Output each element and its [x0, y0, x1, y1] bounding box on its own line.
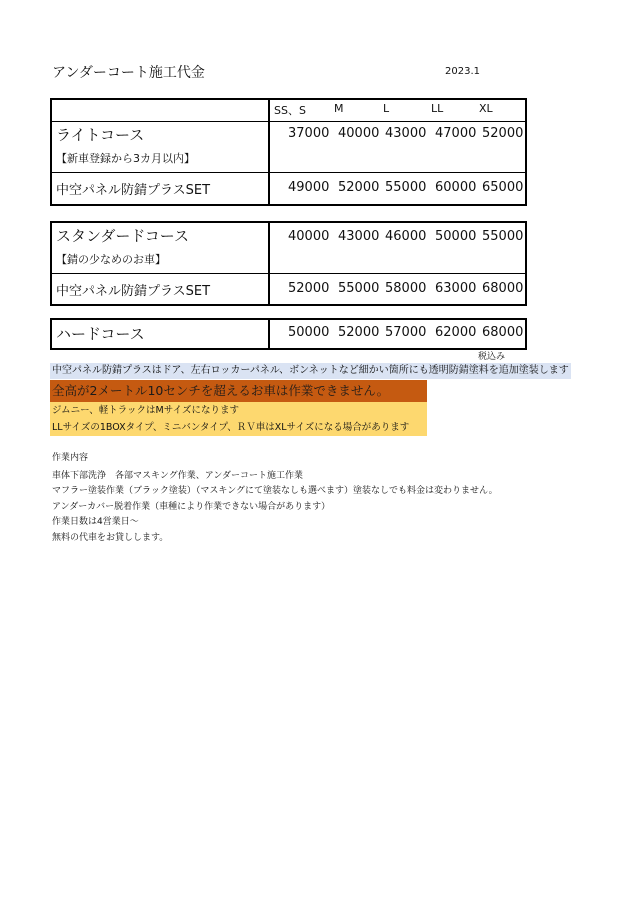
- header-blank-cell: [52, 100, 270, 121]
- light-course-sub: 【新車登録から3カ月以内】: [56, 152, 195, 165]
- size-header-cells: [270, 100, 525, 121]
- hard-price-ss: 50000: [288, 325, 330, 340]
- hard-course-row: [52, 320, 525, 348]
- standard-set-price-m: 55000: [338, 281, 380, 296]
- size-header-xl: XL: [479, 102, 493, 115]
- hard-course-label-cell: [52, 320, 270, 348]
- hard-price-ll: 62000: [435, 325, 477, 340]
- standard-price-m: 43000: [338, 229, 380, 244]
- price-table-hard: [50, 318, 527, 350]
- size-header-row: [52, 100, 525, 122]
- light-set-price-ll: 60000: [435, 180, 477, 195]
- light-price-m: 40000: [338, 126, 380, 141]
- standard-course-sub: 【錆の少なめのお車】: [56, 253, 166, 266]
- size-header-ll: LL: [431, 102, 444, 115]
- page-title: アンダーコート施工代金: [52, 65, 205, 81]
- standard-set-prices: [270, 274, 525, 304]
- hard-price-m: 52000: [338, 325, 380, 340]
- price-table-light: [50, 98, 527, 206]
- light-price-ss: 37000: [288, 126, 330, 141]
- size-note-jimny: ジムニー、軽トラックはMサイズになります: [52, 405, 239, 416]
- light-set-label-cell: [52, 173, 270, 204]
- work-line-3: アンダーカバー脱着作業（車種により作業できない場合があります）: [52, 501, 331, 512]
- light-price-xl: 52000: [482, 126, 524, 141]
- standard-course-name: スタンダードコース: [56, 227, 190, 245]
- standard-set-label-cell: [52, 274, 270, 304]
- light-price-l: 43000: [385, 126, 427, 141]
- standard-price-ss: 40000: [288, 229, 330, 244]
- hard-price-l: 57000: [385, 325, 427, 340]
- standard-set-price-l: 58000: [385, 281, 427, 296]
- light-course-prices: [270, 122, 525, 172]
- light-set-prices: [270, 173, 525, 204]
- size-note-ll: LLサイズの1BOXタイプ、ミニバンタイプ、ＲＶ車はXLサイズになる場合があります: [52, 422, 410, 433]
- standard-course-row: [52, 223, 525, 274]
- work-heading: 作業内容: [52, 453, 89, 463]
- light-set-price-l: 55000: [385, 180, 427, 195]
- price-table-standard: [50, 221, 527, 306]
- size-notes: [50, 402, 427, 436]
- light-set-price-xl: 65000: [482, 180, 524, 195]
- work-details: [52, 451, 498, 546]
- panel-rust-note: 中空パネル防錆プラスはドア、左右ロッカーパネル、ボンネットなど細かい箇所にも透明防錆塗料を追加塗装します: [50, 363, 571, 379]
- work-line-1: 車体下部洗浄 各部マスキング作業、アンダーコート施工作業: [52, 470, 304, 481]
- standard-set-row: [52, 274, 525, 304]
- light-set-price-ss: 49000: [288, 180, 330, 195]
- light-course-row: [52, 122, 525, 173]
- hard-course-name: ハードコース: [56, 325, 145, 343]
- light-course-name: ライトコース: [56, 126, 145, 144]
- standard-price-l: 46000: [385, 229, 427, 244]
- standard-set-price-ss: 52000: [288, 281, 330, 296]
- standard-price-xl: 55000: [482, 229, 524, 244]
- size-header-ss: SS、S: [274, 104, 306, 117]
- work-line-2: マフラー塗装作業（ブラック塗装）（マスキングにて塗装なしも選べます）塗装なしでも料金は変わりません。: [52, 486, 498, 496]
- work-line-4: 作業日数は4営業日～: [52, 517, 139, 527]
- hard-course-prices: [270, 320, 525, 348]
- standard-course-prices: [270, 223, 525, 273]
- standard-set-price-xl: 68000: [482, 281, 524, 296]
- standard-price-ll: 50000: [435, 229, 477, 244]
- light-course-label-cell: [52, 122, 270, 172]
- light-set-label: 中空パネル防錆プラスSET: [56, 183, 211, 198]
- size-header-m: M: [334, 102, 344, 115]
- light-price-ll: 47000: [435, 126, 477, 141]
- standard-course-label-cell: [52, 223, 270, 273]
- work-line-5: 無料の代車をお貸しします。: [52, 532, 169, 543]
- hard-price-xl: 68000: [482, 325, 524, 340]
- light-set-row: [52, 173, 525, 204]
- size-header-l: L: [383, 102, 390, 115]
- document-date: 2023.1: [445, 66, 480, 77]
- standard-set-price-ll: 63000: [435, 281, 477, 296]
- tax-included-note: 税込み: [478, 352, 506, 362]
- height-limit-note: 全高が2メートル10センチを超えるお車は作業できません。: [50, 380, 427, 402]
- standard-set-label: 中空パネル防錆プラスSET: [56, 284, 211, 299]
- light-set-price-m: 52000: [338, 180, 380, 195]
